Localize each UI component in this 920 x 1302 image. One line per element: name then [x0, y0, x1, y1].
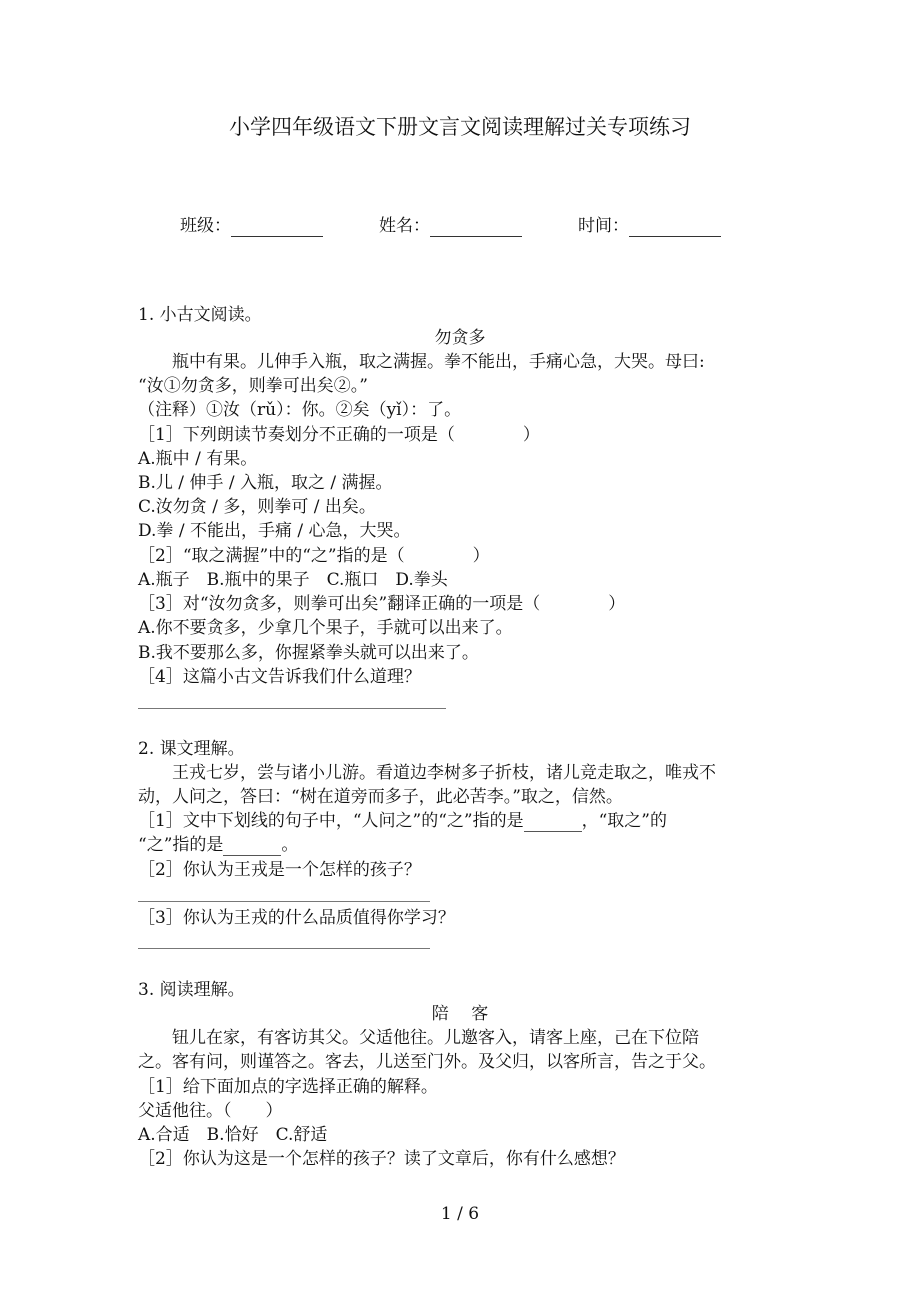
q1-passage-title: 勿贪多	[434, 328, 486, 348]
q1-answer-line[interactable]	[138, 708, 446, 709]
time-label: 时间：	[578, 216, 629, 236]
q1-sub3-option: B.我不要那么多，你握紧拳头就可以出来了。	[138, 643, 479, 663]
q2-passage-line: 王戎七岁，尝与诸小儿游。看道边李树多子折枝，诸儿竞走取之，唯戎不	[138, 763, 716, 783]
q1-heading: 1. 小古文阅读。	[138, 305, 262, 325]
q1-sub2: ［2］“取之满握”中的“之”指的是（ ）	[138, 546, 490, 566]
q1-sub4: ［4］这篇小古文告诉我们什么道理？	[138, 667, 421, 687]
q3-passage-line: 钮儿在家，有客访其父。父适他往。儿邀客入，请客上座，己在下位陪	[138, 1028, 699, 1048]
q2-blank-2[interactable]	[223, 839, 281, 856]
q3-passage-line: 之。客有问，则谨答之。客去，儿送至门外。及父归，以客所言，告之于父。	[138, 1052, 716, 1072]
q2-sub1-text: 。	[281, 835, 299, 855]
q1-sub2-options: A.瓶子 B.瓶中的果子 C.瓶口 D.拳头	[138, 570, 448, 590]
time-field[interactable]	[629, 220, 721, 237]
q3-passage-title: 陪 客	[431, 1004, 489, 1024]
q1-sub1-option: B.儿 / 伸手 / 入瓶，取之 / 满握。	[138, 473, 393, 493]
q1-passage-line: 瓶中有果。儿伸手入瓶，取之满握。拳不能出，手痛心急，大哭。母曰:	[138, 352, 705, 372]
q2-sub2: ［2］你认为王戎是一个怎样的孩子？	[138, 860, 421, 880]
q2-answer-line[interactable]	[138, 948, 430, 949]
q2-passage-line: 动，人问之，答曰：“树在道旁而多子，此必苦李。”取之，信然。	[138, 787, 623, 807]
q1-sub3: ［3］对“汝勿贪多，则拳可出矣”翻译正确的一项是（ ）	[138, 594, 626, 614]
q2-sub1-text: ［1］文中下划线的句子中，“人问之”的“之”指的是	[138, 811, 524, 831]
q1-notes: （注释）①汝（rǔ）：你。②矣（yǐ）：了。	[138, 400, 462, 420]
q1-sub1-option: C.汝勿贪 / 多，则拳可 / 出矣。	[138, 497, 376, 517]
q3-sub1-options: A.合适 B.恰好 C.舒适	[138, 1125, 328, 1145]
page-number: 1 / 6	[440, 1204, 480, 1224]
q1-sub1-option: D.拳 / 不能出，手痛 / 心急，大哭。	[138, 521, 411, 541]
q1-sub1: ［1］下列朗读节奏划分不正确的一项是（ ）	[138, 425, 540, 445]
student-info	[180, 215, 777, 237]
name-label: 姓名：	[379, 216, 430, 236]
class-field[interactable]	[231, 220, 323, 237]
q2-heading: 2. 课文理解。	[138, 739, 245, 759]
q1-passage-line: “汝①勿贪多，则拳可出矣②。”	[138, 376, 368, 396]
q2-answer-line[interactable]	[138, 901, 430, 902]
q2-blank-1[interactable]	[524, 815, 582, 832]
q2-sub3: ［3］你认为王戎的什么品质值得你学习？	[138, 908, 455, 928]
q3-sub1: ［1］给下面加点的字选择正确的解释。	[138, 1077, 438, 1097]
page-title: 小学四年级语文下册文言文阅读理解过关专项练习	[229, 115, 691, 139]
q1-sub1-option: A.瓶中 / 有果。	[138, 449, 258, 469]
class-label: 班级：	[180, 216, 231, 236]
q3-heading: 3. 阅读理解。	[138, 980, 245, 1000]
q2-sub1-text: ，“取之”的	[581, 811, 667, 831]
q2-sub1-text: “之”指的是	[138, 835, 224, 855]
q3-sub1-item: 父适他往。（ ）	[138, 1101, 283, 1121]
name-field[interactable]	[430, 220, 522, 237]
q3-sub2: ［2］你认为这是一个怎样的孩子？读了文章后，你有什么感想？	[138, 1149, 625, 1169]
q1-sub3-option: A.你不要贪多，少拿几个果子，手就可以出来了。	[138, 618, 513, 638]
q2-sub1	[138, 810, 667, 832]
q2-sub1-cont	[138, 834, 298, 856]
